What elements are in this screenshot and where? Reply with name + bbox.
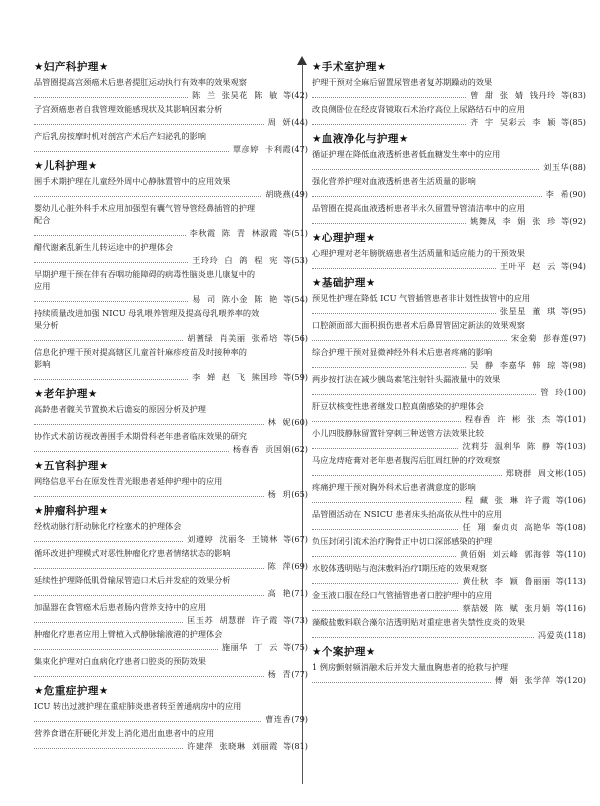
entry-meta [34, 442, 308, 455]
article-authors: 沈莉芬 温利华 陈 静 [462, 441, 551, 451]
entry-meta [312, 601, 586, 614]
article-title[interactable]: 营养食谱在肝硬化并发上消化道出血患者中的应用 [34, 728, 215, 738]
authors-etc-suffix: 等 [277, 372, 292, 382]
entry-meta [312, 439, 586, 452]
entry-meta [312, 160, 586, 173]
toc-entry[interactable] [312, 481, 586, 506]
toc-entry[interactable] [34, 520, 308, 545]
entry-meta [312, 331, 586, 344]
article-title[interactable]: 预见性护理在降低 ICU 气管插管患者非计划性拔管中的应用 [312, 293, 531, 303]
article-authors: 姚舞凤 李 娟 张 珍 [470, 216, 556, 226]
dot-leader [34, 594, 264, 596]
page-number[interactable]: (77) [291, 669, 308, 679]
dot-leader [34, 675, 264, 677]
toc-section [34, 159, 308, 383]
page-number[interactable]: (116) [563, 603, 586, 613]
article-title[interactable]: 负压封闭引流术治疗胸骨正中切口深部感染的护理 [312, 536, 493, 546]
article-authors: 林 妮 [267, 417, 292, 427]
page-number[interactable]: (67) [291, 534, 308, 544]
article-authors: 胡蓍绿 肖美丽 张希培 [187, 333, 278, 343]
page-number[interactable]: (101) [563, 414, 586, 424]
page-number[interactable]: (81) [291, 741, 308, 751]
article-authors: 黄佰娟 刘云峰 郭海蓉 [459, 549, 551, 559]
article-authors: 陈 兰 张昊花 陈 敏 [192, 90, 278, 100]
article-authors: 杨春香 贡国娟 [232, 444, 292, 454]
entry-meta [312, 493, 586, 506]
dot-leader [312, 528, 458, 530]
toc-entry[interactable] [34, 103, 308, 128]
toc-entry[interactable] [312, 292, 586, 317]
dot-leader [34, 648, 218, 650]
toc-column-left [34, 60, 308, 754]
entry-meta [312, 259, 586, 272]
section-heading: ★基础护理★ [312, 277, 376, 289]
authors-etc-suffix: 等 [277, 255, 292, 265]
toc-entry[interactable] [34, 475, 308, 500]
authors-etc-suffix: 等 [550, 495, 564, 505]
dot-leader [34, 339, 183, 341]
toc-entry[interactable] [34, 346, 308, 383]
article-title[interactable]: 藻酸盐敷料联合藻尔洁透明贴对重症患者失禁性皮炎的效果 [312, 617, 525, 627]
toc-column-right [312, 60, 586, 688]
authors-etc-suffix: 等 [550, 414, 564, 424]
toc-entry[interactable] [34, 307, 308, 344]
dot-leader [34, 123, 264, 125]
article-title[interactable]: 品管圈在提高血液透析患者半永久留置导管清洁率中的应用 [312, 203, 525, 213]
toc-entry[interactable] [34, 130, 308, 155]
entry-meta [312, 466, 586, 479]
toc-section [312, 276, 586, 641]
page-number[interactable]: (65) [291, 489, 308, 499]
dot-leader [34, 621, 183, 623]
authors-etc-suffix: 等 [277, 333, 292, 343]
entry-meta [312, 187, 586, 200]
authors-etc-suffix: 等 [277, 615, 292, 625]
dot-leader [312, 168, 539, 170]
entry-meta [34, 253, 308, 266]
article-title[interactable]: 产后乳房按摩时机对剖宫产术后产妇泌乳的影响 [34, 131, 206, 141]
entry-meta [34, 613, 308, 626]
section-heading: ★肿瘤科护理★ [34, 505, 109, 517]
authors-etc-suffix: 等 [555, 90, 570, 100]
authors-etc-suffix: 等 [550, 576, 564, 586]
article-title[interactable]: 品管圈提高宫颈癌术后患者提肛运动执行有效率的效果观察 [34, 77, 247, 87]
toc-entry[interactable] [312, 427, 586, 452]
toc-entry[interactable] [34, 628, 308, 653]
dot-leader [34, 378, 188, 380]
page-number[interactable]: (54) [291, 294, 308, 304]
toc-entry[interactable] [34, 241, 308, 266]
authors-etc-suffix: 等 [277, 90, 292, 100]
dot-leader [312, 339, 507, 341]
toc-entry[interactable] [312, 202, 586, 227]
page-number[interactable]: (95) [569, 306, 586, 316]
page-number[interactable]: (90) [569, 189, 586, 199]
entry-meta [34, 640, 308, 653]
article-authors: 周 妍 [267, 117, 292, 127]
dot-leader [312, 501, 461, 503]
dot-leader [312, 312, 496, 314]
article-authors: 曹连香 [265, 714, 292, 724]
article-title[interactable]: 金玉液口服在经口气管插管患者口腔护理中的应用 [312, 590, 493, 600]
entry-meta [34, 559, 308, 572]
dot-leader [312, 636, 534, 638]
dot-leader [34, 96, 188, 98]
entry-meta [312, 88, 586, 101]
authors-etc-suffix: 等 [555, 117, 570, 127]
article-authors: 王叶平 赵 云 [499, 261, 556, 271]
page-number[interactable]: (60) [291, 417, 308, 427]
dot-leader [312, 681, 491, 683]
article-title[interactable]: 小儿四肢静脉留置针穿刺三种送管方法效果比较 [312, 428, 484, 438]
toc-section [312, 60, 586, 128]
entry-meta [34, 586, 308, 599]
article-authors: 施丽华 丁 云 [221, 642, 278, 652]
toc-section [34, 504, 308, 680]
section-heading: ★心理护理★ [312, 232, 376, 244]
section-heading: ★五官科护理★ [34, 460, 109, 472]
authors-etc-suffix: 等 [277, 741, 292, 751]
authors-etc-suffix: 等 [550, 675, 564, 685]
article-authors: 胡晓燕 [265, 189, 292, 199]
article-authors: 匡玉苏 胡慧群 许子霞 [187, 615, 278, 625]
article-authors: 许建萍 张晓琳 刘丽霞 [187, 741, 278, 751]
article-title[interactable]: 强化营养护理对血液透析患者生活质量的影响 [312, 176, 476, 186]
article-authors: 李 希 [545, 189, 570, 199]
toc-entry[interactable] [312, 148, 586, 173]
page-number[interactable]: (105) [563, 468, 586, 478]
dot-leader [312, 555, 456, 557]
article-authors: 齐 宇 吴彩云 李 颖 [470, 117, 556, 127]
article-title[interactable]: 改良侧卧位在经皮肾镜取石术治疗高位上尿路结石中的应用 [312, 104, 525, 114]
authors-etc-suffix: 等 [550, 603, 564, 613]
entry-meta [34, 292, 308, 305]
toc-entry[interactable] [34, 268, 308, 305]
page-number[interactable]: (42) [291, 90, 308, 100]
article-authors: 程春香 许 彬 张 杰 [464, 414, 551, 424]
entry-meta [312, 385, 586, 398]
article-title[interactable]: 心理护理对老年膀胱癌患者生活质量和适应能力的干预效果 [312, 248, 525, 258]
page-number[interactable]: (56) [291, 333, 308, 343]
authors-etc-suffix: 等 [550, 441, 564, 451]
toc-entry[interactable] [34, 202, 308, 239]
section-heading: ★手术室护理★ [312, 61, 387, 73]
article-authors: 郑晓群 周文彬 [505, 468, 564, 478]
toc-entry[interactable] [34, 601, 308, 626]
entry-meta [34, 226, 308, 239]
toc-entry[interactable] [312, 562, 586, 587]
article-authors: 覃彦婷 卡利霞 [232, 144, 292, 154]
entry-meta [34, 667, 308, 680]
toc-entry[interactable] [312, 400, 586, 425]
page-number[interactable]: (53) [291, 255, 308, 265]
dot-leader [312, 96, 466, 98]
dot-leader [34, 300, 188, 302]
article-authors: 杨 玥 [267, 489, 292, 499]
article-authors: 曾 甜 张 婧 钱丹玲 [470, 90, 556, 100]
toc-section [312, 132, 586, 227]
entry-meta [312, 358, 586, 371]
entry-meta [312, 214, 586, 227]
toc-section [34, 459, 308, 500]
section-heading: ★个案护理★ [312, 646, 376, 658]
article-authors: 傅 娟 张学萍 [494, 675, 551, 685]
toc-entry[interactable] [34, 547, 308, 572]
dot-leader [312, 195, 542, 197]
article-authors: 李秋霞 陈 青 林淑霞 [189, 228, 278, 238]
page-number[interactable]: (113) [563, 576, 586, 586]
article-title[interactable]: 持续质量改进加强 NICU 母乳喂养管理及提高母乳喂养率的效 果分析 [34, 308, 260, 330]
dot-leader [34, 261, 188, 263]
section-heading: ★儿科护理★ [34, 160, 98, 172]
page-number[interactable]: (92) [569, 216, 586, 226]
page-number[interactable]: (98) [569, 360, 586, 370]
page-number[interactable]: (100) [563, 387, 586, 397]
dot-leader [312, 222, 466, 224]
toc-entry[interactable] [34, 175, 308, 200]
toc-entry[interactable] [312, 346, 586, 371]
page-number[interactable]: (69) [291, 561, 308, 571]
page-number[interactable]: (120) [563, 675, 586, 685]
toc-entry[interactable] [312, 103, 586, 128]
dot-leader [312, 420, 461, 422]
article-authors: 宋金菊 彭春莲 [510, 333, 570, 343]
entry-meta [312, 628, 586, 641]
article-title[interactable]: ICU 转出过渡护理在重症肺炎患者转至普通病房中的应用 [34, 701, 242, 711]
article-authors: 任 翔 秦贞贞 高艳华 [462, 522, 551, 532]
article-authors: 张星星 董 琪 [499, 306, 556, 316]
authors-etc-suffix: 等 [550, 549, 564, 559]
entry-meta [312, 412, 586, 425]
dot-leader [312, 366, 466, 368]
entry-meta [34, 487, 308, 500]
dot-leader [312, 393, 536, 395]
toc-entry[interactable] [312, 454, 586, 479]
entry-meta [34, 415, 308, 428]
article-title[interactable]: 协作式术前访视改善围手术期骨科老年患者临床效果的研究 [34, 431, 247, 441]
authors-etc-suffix: 等 [277, 642, 292, 652]
dot-leader [34, 195, 261, 197]
entry-meta [312, 574, 586, 587]
dot-leader [312, 582, 458, 584]
dot-leader [34, 720, 261, 722]
toc-entry[interactable] [34, 727, 308, 752]
toc-entry[interactable] [34, 655, 308, 680]
article-title[interactable]: 子宫颈癌患者自我管理效能感现状及其影响因素分析 [34, 104, 223, 114]
article-authors: 李 婵 赵 飞 熊国珍 [192, 372, 278, 382]
page-number[interactable]: (118) [563, 630, 586, 640]
toc-entry[interactable] [312, 76, 586, 101]
toc-entry[interactable] [312, 175, 586, 200]
article-authors: 刘玉华 [543, 162, 570, 172]
entry-meta [34, 739, 308, 752]
dot-leader [312, 447, 458, 449]
toc-entry[interactable] [34, 76, 308, 101]
page-number[interactable]: (110) [563, 549, 586, 559]
page-number[interactable]: (44) [291, 117, 308, 127]
section-heading: ★危重症护理★ [34, 685, 109, 697]
article-authors: 高 艳 [267, 588, 292, 598]
article-title[interactable]: 醋代谢紊乱新生儿转运途中的护理体会 [34, 242, 174, 252]
toc-entry[interactable] [312, 589, 586, 614]
dot-leader [312, 609, 458, 611]
page-number[interactable]: (88) [569, 162, 586, 172]
article-title[interactable]: 护理干预对全麻后留置尿管患者复苏期躁动的效果 [312, 77, 493, 87]
article-authors: 易 司 陈小金 陈 艳 [192, 294, 278, 304]
toc-entry[interactable] [312, 661, 586, 686]
toc-entry[interactable] [312, 508, 586, 533]
toc-entry[interactable] [312, 247, 586, 272]
article-title[interactable]: 肿瘤化疗患者应用上臂植入式静脉输液港的护理体会 [34, 629, 223, 639]
toc-entry[interactable] [34, 403, 308, 428]
entry-meta [34, 88, 308, 101]
dot-leader [34, 747, 183, 749]
dot-leader [34, 423, 264, 425]
authors-etc-suffix: 等 [555, 306, 570, 316]
toc-entry[interactable] [34, 430, 308, 455]
article-title[interactable]: 两步按打法在减少胰岛素笔注射针头漏液量中的效果 [312, 374, 501, 384]
article-title[interactable]: 循环改进护理模式对恶性肿瘤化疗患者情绪状态的影响 [34, 548, 231, 558]
toc-entry[interactable] [312, 535, 586, 560]
entry-meta [34, 142, 308, 155]
article-title[interactable]: 循证护理在降低血液透析患者低血糖发生率中的应用 [312, 149, 501, 159]
dot-leader [312, 123, 466, 125]
article-title[interactable]: 经枕动脉行肝动脉化疗栓塞术的护理体会 [34, 521, 182, 531]
article-title[interactable]: 加温器在食管癌术后患者肠内营养支持中的应用 [34, 602, 206, 612]
page-number[interactable]: (85) [569, 117, 586, 127]
entry-meta [34, 331, 308, 344]
toc-section [312, 231, 586, 272]
entry-meta [34, 712, 308, 725]
authors-etc-suffix: 等 [555, 261, 570, 271]
article-authors: 刘遵婷 沈丽冬 王镜林 [187, 534, 278, 544]
page-number[interactable]: (71) [291, 588, 308, 598]
toc-section [312, 645, 586, 686]
toc-entry[interactable] [312, 616, 586, 641]
entry-meta [34, 532, 308, 545]
article-title[interactable]: 延续性护理降低肌骨输尿管造口术后并发症的效果分析 [34, 575, 231, 585]
dot-leader [34, 450, 229, 452]
article-authors: 冯爱英 [537, 630, 564, 640]
article-title[interactable]: 口腔颌面部大面积损伤患者术后鼻胃管固定新法的效果观察 [312, 320, 525, 330]
article-title[interactable]: 集束化护理对白血病化疗患者口腔炎的预防效果 [34, 656, 206, 666]
article-authors: 程 藏 张 琳 许子霞 [464, 495, 551, 505]
authors-etc-suffix: 等 [555, 216, 570, 226]
page-number[interactable]: (83) [569, 90, 586, 100]
article-title[interactable]: 围手术期护理在儿童经外周中心静脉置管中的应用效果 [34, 176, 231, 186]
toc-entry[interactable] [312, 319, 586, 344]
article-title[interactable]: 高龄患者髋关节置换术后谵妄的原因分析及护理 [34, 404, 206, 414]
page-number[interactable]: (106) [563, 495, 586, 505]
article-authors: 管 玲 [540, 387, 564, 397]
dot-leader [34, 150, 229, 152]
entry-meta [312, 673, 586, 686]
page-number[interactable]: (51) [291, 228, 308, 238]
dot-leader [312, 267, 496, 269]
page-number[interactable]: (108) [563, 522, 586, 532]
authors-etc-suffix: 等 [277, 534, 292, 544]
section-heading: ★血液净化与护理★ [312, 133, 409, 145]
page-number[interactable]: (75) [291, 642, 308, 652]
page-number[interactable]: (94) [569, 261, 586, 271]
section-heading: ★妇产科护理★ [34, 61, 109, 73]
authors-etc-suffix: 等 [277, 228, 292, 238]
article-authors: 杨 青 [267, 669, 292, 679]
entry-meta [312, 115, 586, 128]
article-authors: 蔡喆媛 陈 赋 张月娟 [462, 603, 551, 613]
page-number[interactable]: (73) [291, 615, 308, 625]
entry-meta [34, 115, 308, 128]
toc-entry[interactable] [34, 700, 308, 725]
toc-entry[interactable] [34, 574, 308, 599]
page-number[interactable]: (59) [291, 372, 308, 382]
page-number[interactable]: (79) [291, 714, 308, 724]
article-title[interactable]: 水胶体透明贴与泡沫敷料治疗Ⅰ期压疮的效果观察 [312, 563, 488, 573]
page-number[interactable]: (103) [563, 441, 586, 451]
dot-leader [34, 234, 186, 236]
article-title[interactable]: 肝豆状核变性患者继发口腔真菌感染的护理体会 [312, 401, 484, 411]
page-number[interactable]: (49) [291, 189, 308, 199]
entry-meta [312, 520, 586, 533]
article-authors: 吴 静 李嘉华 韩 琼 [470, 360, 556, 370]
authors-etc-suffix: 等 [277, 294, 292, 304]
article-title[interactable]: 网络信息平台在原发性青光眼患者延伸护理中的应用 [34, 476, 223, 486]
page-number[interactable]: (97) [569, 333, 586, 343]
toc-section [34, 684, 308, 752]
article-title[interactable]: 婴幼儿心脏外科手术应用加强型有囊气管导管经鼻插管的护理 配合 [34, 203, 256, 225]
page-number[interactable]: (62) [291, 444, 308, 454]
article-title[interactable]: 疼痛护理干预对胸外科术后患者满意度的影响 [312, 482, 476, 492]
toc-section [34, 387, 308, 455]
entry-meta [312, 304, 586, 317]
dot-leader [34, 495, 264, 497]
article-title[interactable]: 马应龙痔疮膏对老年患者腹泻后肛周红肿的疗效观察 [312, 455, 501, 465]
article-title[interactable]: 1 例房颤射频消融术后并发大量血胸患者的抢救与护理 [312, 662, 509, 672]
dot-leader [34, 567, 264, 569]
authors-etc-suffix: 等 [550, 522, 564, 532]
dot-leader [34, 540, 183, 542]
section-heading: ★老年护理★ [34, 388, 98, 400]
entry-meta [34, 187, 308, 200]
article-authors: 黄仕秋 李 颖 鲁丽丽 [462, 576, 551, 586]
authors-etc-suffix: 等 [555, 360, 570, 370]
article-title[interactable]: 综合护理干预对显微神经外科术后患者疼痛的影响 [312, 347, 493, 357]
toc-entry[interactable] [312, 373, 586, 398]
dot-leader [312, 474, 502, 476]
toc-section [34, 60, 308, 155]
page-number[interactable]: (47) [291, 144, 308, 154]
article-title[interactable]: 信息化护理干预对提高辖区儿童首针麻疹疫苗及时接种率的 影响 [34, 347, 247, 369]
article-title[interactable]: 早期护理干预在伴有吞咽功能障碍的病毒性脑炎患儿康复中的 应用 [34, 269, 256, 291]
entry-meta [312, 547, 586, 560]
entry-meta [34, 370, 308, 383]
article-authors: 王玲玲 白 鸽 程 宪 [192, 255, 278, 265]
article-title[interactable]: 品管圈活动在 NSICU 患者床头抬高依从性中的应用 [312, 509, 502, 519]
article-authors: 陈 萍 [267, 561, 292, 571]
